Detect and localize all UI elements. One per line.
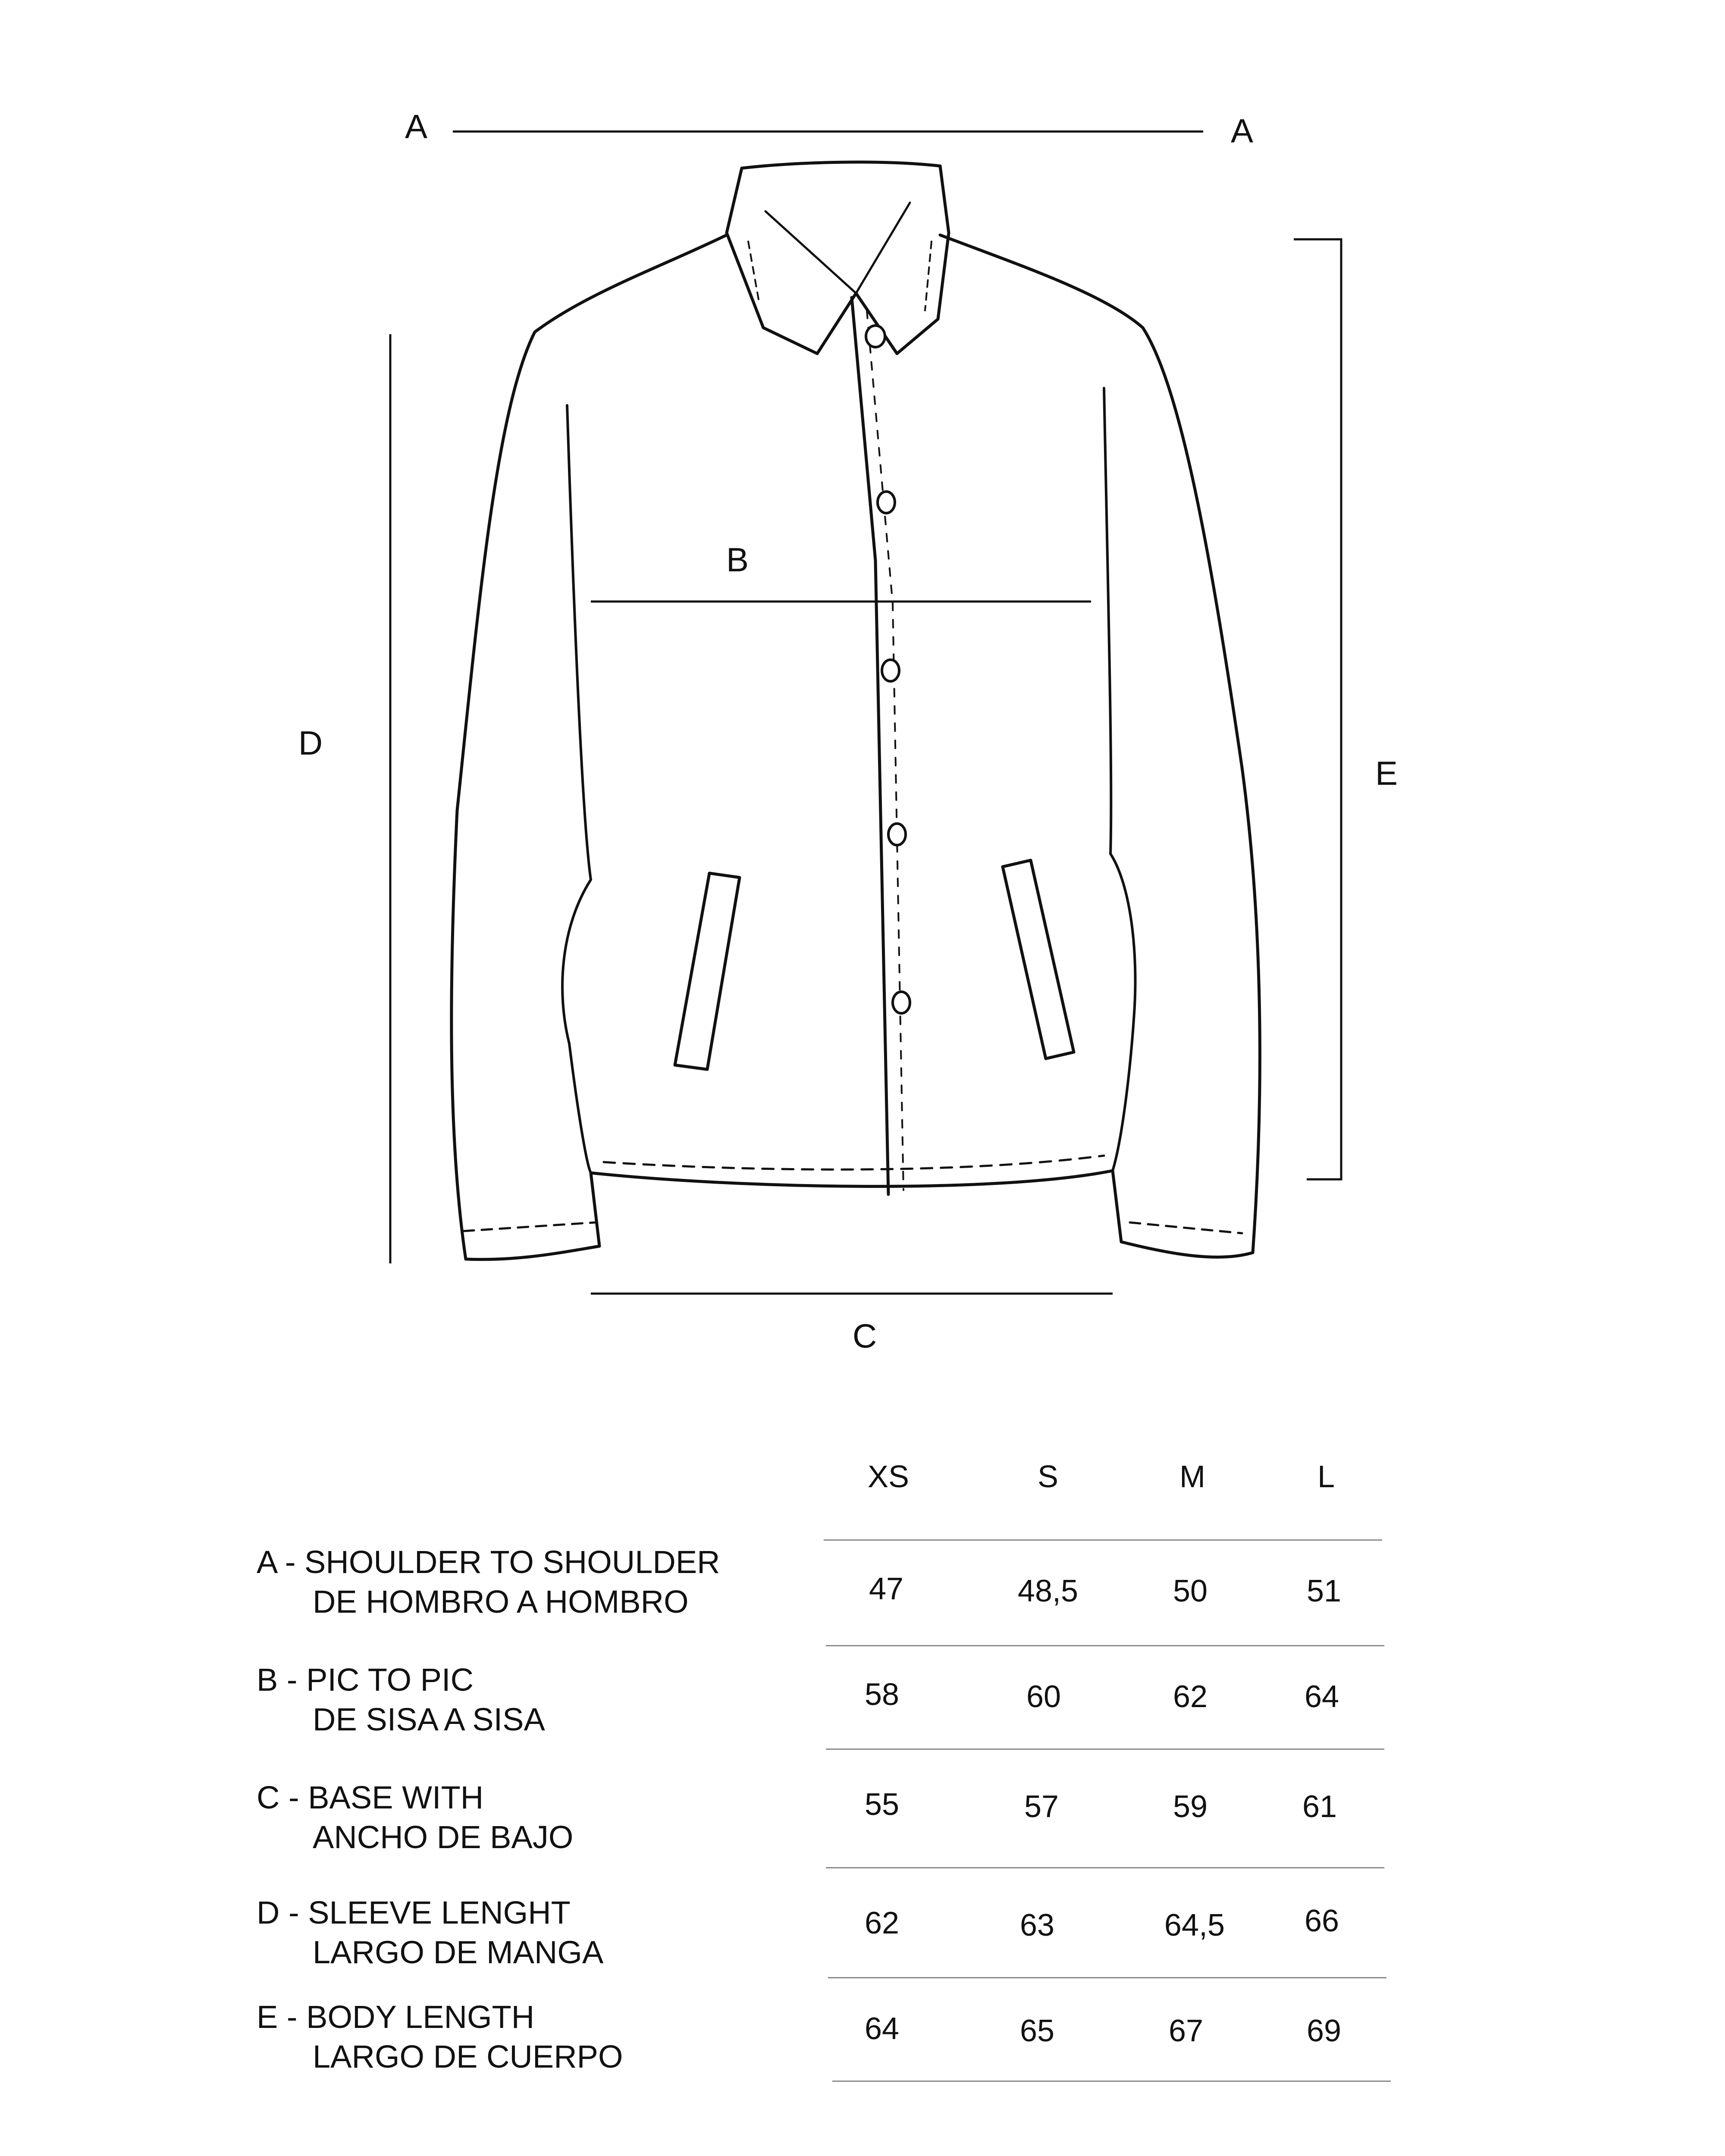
value-b-s: 60 — [1026, 1680, 1061, 1714]
left-sleeve-seam — [562, 405, 591, 1173]
row-label-a — [257, 1542, 774, 1622]
row-label-line2: LARGO DE CUERPO — [313, 2039, 623, 2075]
row-label-e — [257, 1997, 774, 2077]
table-rule — [826, 1645, 1384, 1646]
row-label-line1: B - PIC TO PIC — [257, 1662, 474, 1698]
value-b-m: 62 — [1173, 1680, 1208, 1714]
collar-outline — [727, 162, 949, 354]
row-label-c — [257, 1778, 774, 1857]
value-d-l: 66 — [1304, 1904, 1339, 1938]
left-cuff-stitch — [464, 1222, 595, 1231]
label-d: D — [298, 724, 323, 762]
table-rule — [828, 1977, 1386, 1978]
size-header-l: L — [1317, 1460, 1335, 1494]
table-rule — [824, 1539, 1382, 1541]
value-e-s: 65 — [1019, 2014, 1055, 2048]
row-label-line1: A - SHOULDER TO SHOULDER — [257, 1544, 720, 1580]
button-2 — [878, 492, 895, 513]
row-label-line1: E - BODY LENGTH — [257, 1999, 535, 2035]
row-label-line2: DE HOMBRO A HOMBRO — [313, 1584, 689, 1620]
measure-bracket-e — [1294, 239, 1341, 1179]
value-a-s: 48,5 — [1017, 1574, 1079, 1608]
right-sleeve-seam — [1104, 388, 1135, 1171]
value-b-xs: 58 — [864, 1677, 900, 1712]
label-a-right: A — [1230, 112, 1254, 150]
value-c-xs: 55 — [864, 1787, 900, 1822]
value-d-xs: 62 — [864, 1906, 900, 1940]
value-c-s: 57 — [1024, 1789, 1059, 1824]
table-rule — [832, 2081, 1391, 2082]
button-4 — [888, 824, 906, 845]
placket-line — [852, 298, 888, 1194]
value-e-xs: 64 — [864, 2012, 900, 2046]
left-pocket — [675, 873, 740, 1069]
row-label-line1: D - SLEEVE LENGHT — [257, 1895, 571, 1930]
value-d-m: 64,5 — [1164, 1908, 1225, 1943]
row-label-line2: DE SISA A SISA — [313, 1702, 545, 1737]
table-rule — [826, 1749, 1384, 1750]
label-c: C — [852, 1317, 877, 1355]
value-b-l: 64 — [1304, 1680, 1339, 1714]
value-d-s: 63 — [1019, 1908, 1055, 1943]
row-label-b — [257, 1660, 774, 1739]
button-1 — [866, 326, 885, 347]
label-e: E — [1375, 754, 1398, 792]
value-c-l: 61 — [1302, 1789, 1337, 1824]
size-header-m: M — [1179, 1460, 1205, 1494]
collar-stitch — [748, 241, 932, 310]
value-e-m: 67 — [1168, 2014, 1204, 2048]
jacket-sketch — [452, 162, 1260, 1260]
body-outline — [452, 235, 1260, 1260]
row-label-line2: ANCHO DE BAJO — [313, 1819, 574, 1855]
value-e-l: 69 — [1306, 2014, 1342, 2048]
label-b: B — [726, 541, 749, 579]
row-label-line2: LARGO DE MANGA — [313, 1934, 604, 1970]
value-c-m: 59 — [1173, 1789, 1208, 1824]
right-cuff-stitch — [1130, 1222, 1242, 1233]
hem-stitch — [604, 1156, 1104, 1169]
table-rule — [826, 1867, 1384, 1868]
size-header-xs: XS — [867, 1460, 910, 1494]
row-label-line1: C - BASE WITH — [257, 1780, 484, 1815]
value-a-m: 50 — [1173, 1574, 1208, 1608]
button-5 — [893, 992, 910, 1013]
value-a-xs: 47 — [869, 1572, 904, 1606]
buttons — [866, 326, 910, 1013]
label-a-left: A — [405, 107, 428, 145]
size-header-s: S — [1037, 1460, 1059, 1494]
collar-inner-right — [856, 203, 910, 293]
button-3 — [882, 660, 899, 681]
row-label-d — [257, 1893, 774, 1972]
collar-inner-left — [765, 211, 856, 293]
right-pocket — [1003, 860, 1074, 1059]
value-a-l: 51 — [1306, 1574, 1342, 1608]
